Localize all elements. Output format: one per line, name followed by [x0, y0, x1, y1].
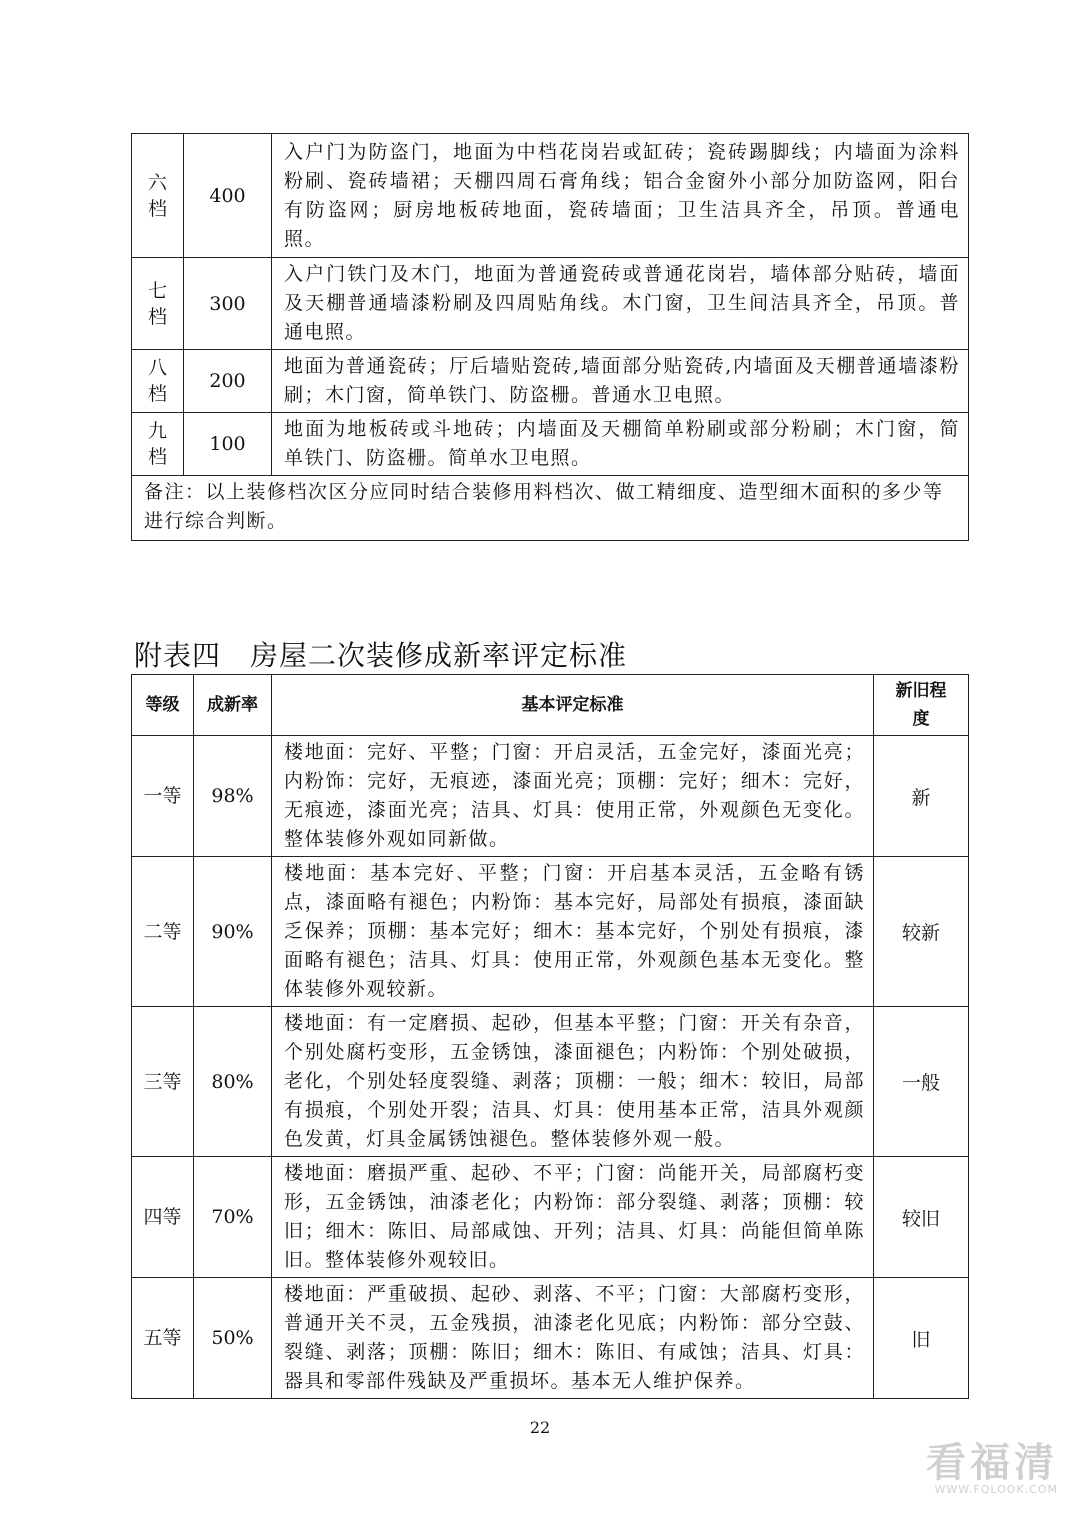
grade-cell: 二等: [132, 857, 194, 1007]
table-row: [132, 413, 969, 476]
level-cell: 较旧: [874, 1157, 969, 1278]
criteria-cell: 楼地面：基本完好、平整；门窗：开启基本灵活，五金略有锈点，漆面略有褪色；内粉饰：基本完好，局部处有损痕，漆面缺乏保养；顶棚：基本完好；细木：基本完好，个别处有损痕，漆面略有褪色；洁具、灯具：使用正常，外观颜色基本无变化。整体装修外观较新。: [272, 857, 874, 1007]
table-row: [132, 134, 969, 258]
renovation-rate-table: [131, 674, 969, 1399]
description-cell: 地面为地板砖或斗地砖；内墙面及天棚简单粉刷或部分粉刷；木门窗，简单铁门、防盗栅。简单水卫电照。: [272, 413, 969, 476]
criteria-cell: 楼地面：严重破损、起砂、剥落、不平；门窗：大部腐朽变形，普通开关不灵，五金残损，油漆老化见底；内粉饰：部分空鼓、裂缝、剥落；顶棚：陈旧；细木：陈旧、有咸蚀；洁具、灯具：器具和零部件残缺及严重损坏。基本无人维护保养。: [272, 1278, 874, 1399]
table-row: [132, 350, 969, 413]
grade-cell: 四等: [132, 1157, 194, 1278]
grade-cell: 一等: [132, 736, 194, 857]
header-row: [132, 675, 969, 736]
header-criteria: 基本评定标准: [272, 675, 874, 736]
description-cell: 入户门铁门及木门，地面为普通瓷砖或普通花岗岩，墙体部分贴砖，墙面及天棚普通墙漆粉刷及四周贴角线。木门窗，卫生间洁具齐全，吊顶。普通电照。: [272, 258, 969, 350]
grade-cell: 七档: [132, 258, 184, 350]
rate-cell: 80%: [194, 1007, 272, 1157]
header-level: 新旧程度: [874, 675, 969, 736]
remark-cell: 备注：以上装修档次区分应同时结合装修用料档次、做工精细度、造型细木面积的多少等进行综合判断。: [132, 476, 969, 541]
watermark-logo-text: 看福清: [926, 1440, 1058, 1486]
header-rate: 成新率: [194, 675, 272, 736]
level-cell: 旧: [874, 1278, 969, 1399]
grade-cell: 九档: [132, 413, 184, 476]
level-cell: 一般: [874, 1007, 969, 1157]
level-cell: 较新: [874, 857, 969, 1007]
grade-cell: 八档: [132, 350, 184, 413]
price-cell: 200: [184, 350, 272, 413]
criteria-cell: 楼地面：磨损严重、起砂、不平；门窗：尚能开关，局部腐朽变形，五金锈蚀，油漆老化；内粉饰：部分裂缝、剥落；顶棚：较旧；细木：陈旧、局部咸蚀、开列；洁具、灯具：尚能但简单陈旧。整体装修外观较旧。: [272, 1157, 874, 1278]
price-cell: 100: [184, 413, 272, 476]
table-row: [132, 476, 969, 541]
criteria-cell: 楼地面：完好、平整；门窗：开启灵活，五金完好，漆面光亮；内粉饰：完好，无痕迹，漆面光亮；顶棚：完好；细木：完好，无痕迹，漆面光亮；洁具、灯具：使用正常，外观颜色无变化。整体装修外观如同新做。: [272, 736, 874, 857]
watermark-url: WWW.FQLOOK.COM: [934, 1483, 1058, 1496]
table-row: [132, 1157, 969, 1278]
rate-cell: 98%: [194, 736, 272, 857]
page-number: 22: [529, 1418, 551, 1437]
header-grade: 等级: [132, 675, 194, 736]
rate-cell: 70%: [194, 1157, 272, 1278]
level-cell: 新: [874, 736, 969, 857]
appendix-title: 附表四 房屋二次装修成新率评定标准: [134, 639, 628, 672]
table-row: [132, 736, 969, 857]
table-row: [132, 258, 969, 350]
grade-cell: 六档: [132, 134, 184, 258]
description-cell: 入户门为防盗门，地面为中档花岗岩或缸砖；瓷砖踢脚线；内墙面为涂料粉刷、瓷砖墙裙；天棚四周石膏角线；铝合金窗外小部分加防盗网，阳台有防盗网；厨房地板砖地面，瓷砖墙面；卫生洁具齐全，吊顶。普通电照。: [272, 134, 969, 258]
criteria-cell: 楼地面：有一定磨损、起砂，但基本平整；门窗：开关有杂音，个别处腐朽变形，五金锈蚀，漆面褪色；内粉饰：个别处破损，老化，个别处轻度裂缝、剥落；顶棚：一般；细木：较旧，局部有损痕，个别处开裂；洁具、灯具：使用基本正常，洁具外观颜色发黄，灯具金属锈蚀褪色。整体装修外观一般。: [272, 1007, 874, 1157]
table-row: [132, 1007, 969, 1157]
decoration-grade-table: [131, 133, 969, 541]
grade-cell: 五等: [132, 1278, 194, 1399]
grade-cell: 三等: [132, 1007, 194, 1157]
table-row: [132, 857, 969, 1007]
price-cell: 300: [184, 258, 272, 350]
description-cell: 地面为普通瓷砖；厅后墙贴瓷砖,墙面部分贴瓷砖,内墙面及天棚普通墙漆粉刷；木门窗，简单铁门、防盗栅。普通水卫电照。: [272, 350, 969, 413]
rate-cell: 90%: [194, 857, 272, 1007]
rate-cell: 50%: [194, 1278, 272, 1399]
watermark: [926, 1441, 1058, 1496]
price-cell: 400: [184, 134, 272, 258]
table-row: [132, 1278, 969, 1399]
